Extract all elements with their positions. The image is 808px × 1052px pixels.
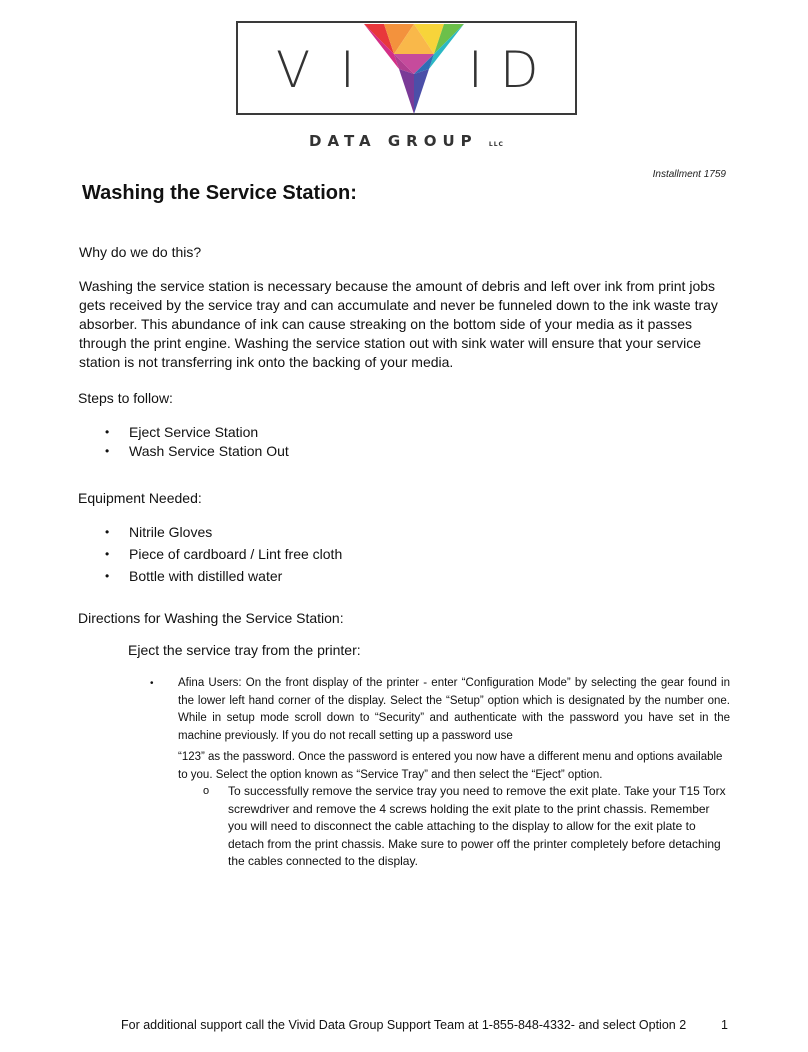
bullet-icon: • — [105, 444, 110, 458]
steps-list — [105, 423, 289, 461]
list-item-text: Wash Service Station Out — [129, 443, 289, 459]
bullet-icon: • — [150, 678, 154, 689]
bullet-icon: • — [105, 525, 110, 539]
list-item-text: Bottle with distilled water — [129, 568, 283, 584]
list-item — [105, 523, 342, 542]
afina-paragraph-1: Afina Users: On the front display of the printer - enter “Configuration Mode” by selecting the gear found in the lower left hand corner of the display. Select the “Setup” option which is designated by the number one. While in setup mode scroll down to “Security” and authenticate with the password you have set in the machine previously. If you do not recall setting up a password use — [178, 677, 730, 742]
logo — [236, 21, 577, 115]
why-body: Washing the service station is necessary because the amount of debris and left over ink from print jobs gets received by the service tray and can accumulate and never be funneled down to the ink waste tray absorber. This abundance of ink can cause streaking on the bottom side of your media as it passes through the print engine. Washing the service station out with sink water will ensure that your service station is not transferring ink onto the backing of your media. — [79, 278, 718, 370]
why-heading: Why do we do this? — [79, 244, 202, 260]
page-title: Washing the Service Station: — [82, 182, 357, 204]
exit-plate-instructions — [203, 783, 730, 871]
afina-paragraph-2: “123” as the password. Once the password is entered you now have a different menu and options available to you. Select the option known as “Service Tray” and then select the “Eject” option. — [178, 751, 723, 781]
logo-letter-d: D — [500, 41, 539, 99]
list-item — [105, 567, 342, 586]
circle-bullet-icon: o — [203, 785, 210, 797]
list-item — [105, 423, 289, 442]
list-item-text: Eject Service Station — [129, 424, 259, 440]
bullet-icon: • — [105, 425, 110, 439]
afina-instructions — [150, 675, 730, 784]
list-item — [105, 442, 289, 461]
bullet-icon: • — [105, 569, 110, 583]
logo-prism-v-icon — [364, 24, 464, 116]
footer-support-text: For additional support call the Vivid Data Group Support Team at 1-855-848-4332- and select Option 2 — [121, 1018, 687, 1032]
logo-subtitle — [236, 132, 577, 150]
logo-letter-i: I — [340, 41, 355, 99]
exit-plate-text: To successfully remove the service tray you need to remove the exit plate. Take your T15 Torx screwdriver and remove the 4 screws holding the exit plate to the print chassis. Remember you will need to disconnect the cable attaching to the display to allow for the exit plate to detach from the print chassis. Make sure to power off the printer completely before detaching the cables connected to the display. — [228, 784, 726, 868]
directions-heading: Directions for Washing the Service Station: — [78, 610, 344, 626]
equipment-list — [105, 523, 342, 589]
logo-subtitle-text: DATA GROUP — [309, 132, 478, 150]
bullet-icon: • — [105, 547, 110, 561]
steps-heading: Steps to follow: — [78, 390, 173, 406]
list-item-text: Nitrile Gloves — [129, 524, 213, 540]
installment-number: Installment 1759 — [652, 169, 726, 180]
equipment-heading: Equipment Needed: — [78, 490, 202, 506]
logo-llc: LLC — [488, 141, 504, 148]
eject-heading: Eject the service tray from the printer: — [128, 642, 361, 658]
logo-letter-v: V — [276, 41, 311, 99]
logo-letter-i2: I — [468, 41, 483, 99]
page-number: 1 — [721, 1018, 728, 1032]
list-item-text: Piece of cardboard / Lint free cloth — [129, 546, 343, 562]
list-item — [105, 545, 342, 564]
